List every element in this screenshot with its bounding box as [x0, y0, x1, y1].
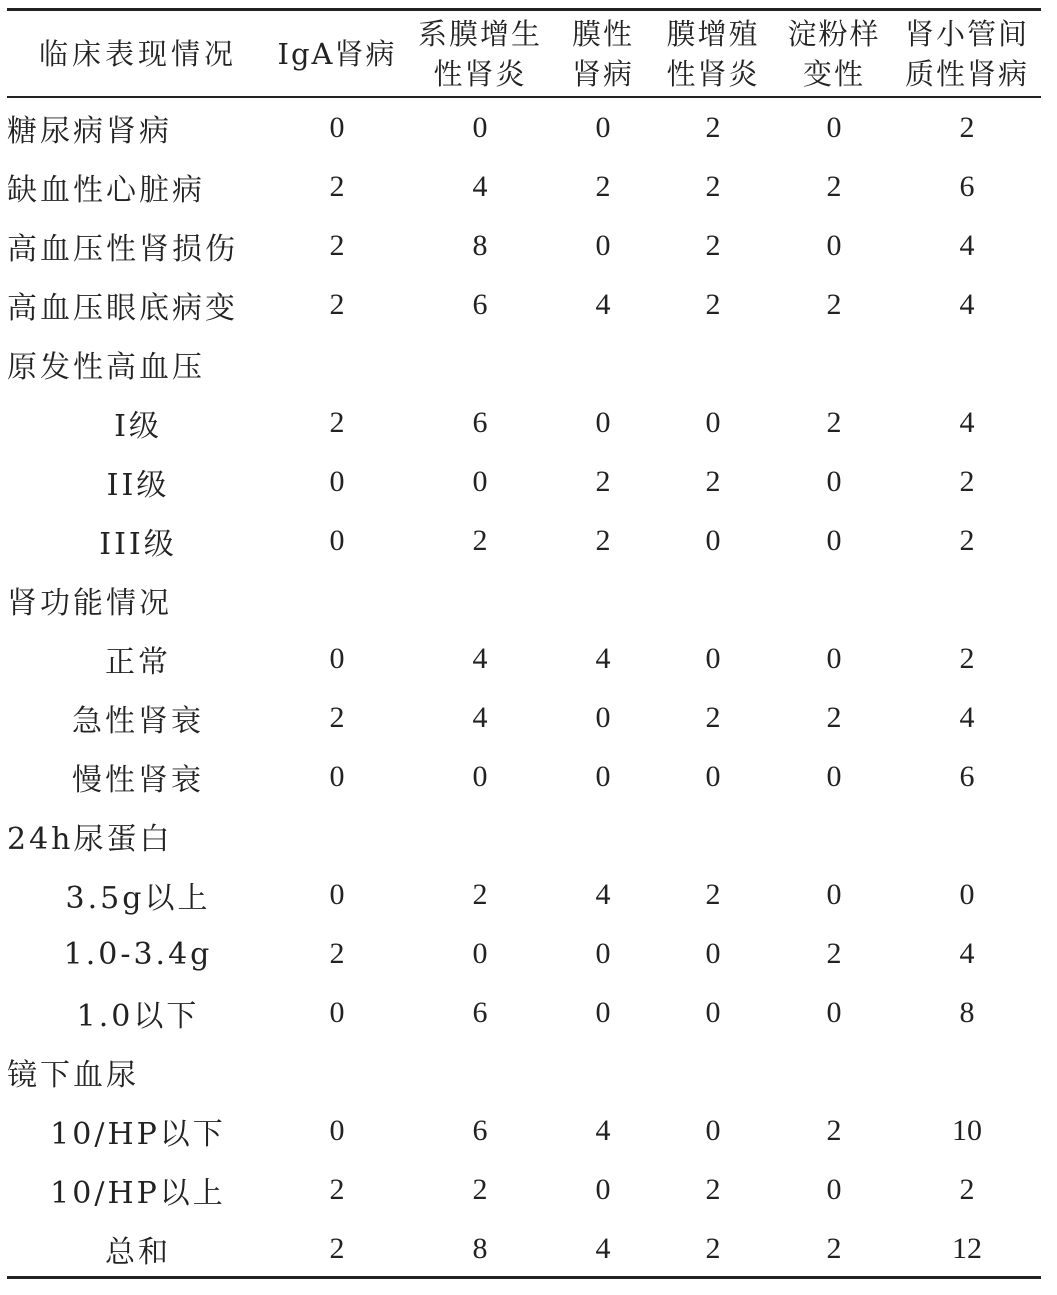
value-cell: 6 — [472, 996, 488, 1030]
value-cell: 0 — [472, 937, 488, 971]
value-cell: 0 — [705, 641, 721, 675]
row-label-text: 10/HP以上 — [50, 1176, 226, 1212]
value-cell — [269, 1043, 405, 1102]
value-cell — [269, 807, 405, 866]
value-cell: 0 — [595, 110, 611, 144]
value-cell: 0 — [826, 523, 842, 557]
value-cell — [651, 1043, 775, 1102]
value-cell — [651, 570, 775, 629]
value-cell: 4 — [595, 287, 611, 321]
table-row — [7, 393, 1041, 452]
row-label-text: 3.5g以上 — [65, 881, 211, 917]
row-label-text: 高血压性肾损伤 — [7, 231, 238, 267]
row-sublabel — [7, 1161, 269, 1220]
value-cell: 2 — [705, 464, 721, 498]
value-cell: 0 — [705, 760, 721, 794]
value-cell: 0 — [705, 1114, 721, 1148]
value-cell — [775, 334, 893, 393]
value-cell — [893, 570, 1041, 629]
table-row — [7, 1220, 1041, 1279]
row-label-text: II级 — [106, 467, 170, 503]
table-row — [7, 688, 1041, 747]
table-row — [7, 1161, 1041, 1220]
table-row — [7, 984, 1041, 1043]
value-cell: 6 — [472, 1114, 488, 1148]
value-cell: 0 — [329, 523, 345, 557]
value-cell: 2 — [329, 405, 345, 439]
row-sublabel — [7, 688, 269, 747]
table-row — [7, 629, 1041, 688]
value-cell — [651, 334, 775, 393]
value-cell: 2 — [329, 1232, 345, 1266]
value-cell: 2 — [959, 110, 975, 144]
table-header — [7, 11, 1041, 96]
value-cell: 2 — [472, 1173, 488, 1207]
value-cell: 2 — [705, 287, 721, 321]
table-row — [7, 511, 1041, 570]
value-cell: 2 — [705, 700, 721, 734]
value-cell: 2 — [472, 878, 488, 912]
value-cell: 8 — [959, 996, 975, 1030]
row-sublabel — [7, 984, 269, 1043]
table-body — [7, 98, 1041, 1279]
row-label-text: 10/HP以下 — [50, 1117, 226, 1153]
table-row — [7, 748, 1041, 807]
value-cell: 2 — [705, 169, 721, 203]
value-cell: 4 — [472, 641, 488, 675]
row-sublabel — [7, 452, 269, 511]
value-cell: 0 — [705, 405, 721, 439]
row-label-text: 正常 — [105, 644, 171, 680]
value-cell: 2 — [959, 641, 975, 675]
value-cell — [555, 807, 651, 866]
row-label-text: 总和 — [105, 1235, 171, 1271]
value-cell: 4 — [959, 228, 975, 262]
table-row — [7, 216, 1041, 275]
header-clinical-manifestation: 临床表现情况 — [38, 36, 237, 71]
value-cell: 0 — [959, 878, 975, 912]
value-cell — [893, 1043, 1041, 1102]
value-cell: 0 — [595, 405, 611, 439]
value-cell: 2 — [705, 1232, 721, 1266]
value-cell: 0 — [472, 110, 488, 144]
value-cell: 8 — [472, 1232, 488, 1266]
value-cell: 2 — [329, 169, 345, 203]
row-label-text: 1.0以下 — [76, 999, 200, 1035]
row-label — [7, 98, 269, 157]
value-cell: 2 — [826, 700, 842, 734]
row-label — [7, 807, 269, 866]
value-cell: 2 — [705, 228, 721, 262]
value-cell — [555, 334, 651, 393]
value-cell: 4 — [472, 169, 488, 203]
value-cell: 2 — [826, 405, 842, 439]
value-cell: 2 — [705, 1173, 721, 1207]
table-row — [7, 452, 1041, 511]
row-label — [7, 570, 269, 629]
row-label-text: III级 — [99, 526, 177, 562]
header-membranous: 膜性 肾病 — [571, 16, 634, 91]
row-label-text: 1.0-3.4g — [63, 936, 213, 972]
table-row — [7, 334, 1041, 393]
value-cell: 6 — [959, 760, 975, 794]
value-cell — [893, 807, 1041, 866]
value-cell: 8 — [472, 228, 488, 262]
value-cell: 4 — [472, 700, 488, 734]
value-cell: 2 — [826, 937, 842, 971]
table-row — [7, 866, 1041, 925]
value-cell: 0 — [329, 878, 345, 912]
value-cell: 2 — [959, 523, 975, 557]
value-cell: 0 — [826, 996, 842, 1030]
value-cell — [269, 570, 405, 629]
row-label-text: 高血压眼底病变 — [7, 290, 238, 326]
value-cell: 0 — [329, 1114, 345, 1148]
row-label-text: 急性肾衰 — [72, 703, 204, 739]
header-iga-nephropathy: IgA肾病 — [277, 36, 397, 71]
value-cell: 4 — [595, 878, 611, 912]
header-row — [7, 11, 1041, 96]
row-sublabel — [7, 511, 269, 570]
value-cell: 4 — [959, 287, 975, 321]
value-cell: 2 — [705, 110, 721, 144]
value-cell: 6 — [959, 169, 975, 203]
table-row — [7, 570, 1041, 629]
row-sublabel — [7, 1102, 269, 1161]
value-cell: 4 — [595, 641, 611, 675]
row-sublabel — [7, 748, 269, 807]
value-cell — [405, 1043, 555, 1102]
value-cell: 0 — [826, 464, 842, 498]
value-cell — [893, 334, 1041, 393]
value-cell: 2 — [595, 169, 611, 203]
value-cell: 2 — [826, 1114, 842, 1148]
row-label-text: 慢性肾衰 — [72, 763, 204, 799]
value-cell: 4 — [959, 405, 975, 439]
table-row — [7, 275, 1041, 334]
value-cell: 2 — [329, 1173, 345, 1207]
value-cell: 0 — [472, 760, 488, 794]
value-cell: 2 — [705, 878, 721, 912]
value-cell: 2 — [959, 1173, 975, 1207]
value-cell: 12 — [952, 1232, 982, 1266]
value-cell — [269, 334, 405, 393]
table-row — [7, 1043, 1041, 1102]
header-tubulointerstitial: 肾小管间 质性肾病 — [904, 16, 1029, 91]
row-label — [7, 157, 269, 216]
table-row — [7, 1102, 1041, 1161]
value-cell: 0 — [826, 228, 842, 262]
value-cell: 0 — [595, 996, 611, 1030]
row-sublabel — [7, 629, 269, 688]
value-cell: 4 — [959, 937, 975, 971]
value-cell: 2 — [472, 523, 488, 557]
value-cell: 0 — [329, 760, 345, 794]
row-label — [7, 1043, 269, 1102]
header-mesangial-proliferative: 系膜增生 性肾炎 — [417, 16, 542, 91]
value-cell: 6 — [472, 287, 488, 321]
value-cell — [405, 570, 555, 629]
row-label-text: 原发性高血压 — [7, 349, 205, 385]
value-cell: 2 — [595, 523, 611, 557]
row-sublabel — [7, 393, 269, 452]
value-cell: 0 — [595, 228, 611, 262]
value-cell: 4 — [595, 1114, 611, 1148]
value-cell: 4 — [595, 1232, 611, 1266]
header-amyloidosis: 淀粉样 变性 — [787, 16, 881, 91]
value-cell: 0 — [826, 641, 842, 675]
value-cell: 2 — [826, 1232, 842, 1266]
row-label-text: 24h尿蛋白 — [7, 822, 173, 858]
value-cell: 0 — [595, 760, 611, 794]
value-cell: 0 — [595, 1173, 611, 1207]
value-cell: 0 — [705, 523, 721, 557]
row-label-text: 缺血性心脏病 — [7, 172, 205, 208]
value-cell: 0 — [705, 996, 721, 1030]
row-label-text: 肾功能情况 — [7, 585, 172, 621]
value-cell — [775, 807, 893, 866]
row-label-text: 糖尿病肾病 — [7, 113, 172, 149]
value-cell — [555, 570, 651, 629]
value-cell — [775, 1043, 893, 1102]
value-cell: 10 — [952, 1114, 982, 1148]
value-cell: 2 — [826, 287, 842, 321]
value-cell — [405, 334, 555, 393]
value-cell — [555, 1043, 651, 1102]
value-cell: 0 — [329, 110, 345, 144]
value-cell: 0 — [329, 641, 345, 675]
value-cell: 2 — [826, 169, 842, 203]
value-cell: 2 — [329, 700, 345, 734]
value-cell: 0 — [329, 464, 345, 498]
row-label — [7, 216, 269, 275]
row-sublabel — [7, 925, 269, 984]
value-cell: 2 — [329, 228, 345, 262]
value-cell — [651, 807, 775, 866]
value-cell: 0 — [826, 760, 842, 794]
header-membranoproliferative: 膜增殖 性肾炎 — [666, 16, 760, 91]
value-cell: 4 — [959, 700, 975, 734]
value-cell: 2 — [329, 287, 345, 321]
value-cell: 6 — [472, 405, 488, 439]
value-cell: 0 — [595, 937, 611, 971]
value-cell: 0 — [595, 700, 611, 734]
table-row — [7, 157, 1041, 216]
value-cell: 2 — [959, 464, 975, 498]
row-label — [7, 334, 269, 393]
row-sublabel — [7, 1220, 269, 1279]
row-label — [7, 275, 269, 334]
value-cell: 2 — [595, 464, 611, 498]
value-cell: 0 — [705, 937, 721, 971]
value-cell — [405, 807, 555, 866]
value-cell: 0 — [826, 878, 842, 912]
row-label-text: 镜下血尿 — [7, 1058, 139, 1094]
row-label-text: I级 — [114, 408, 162, 444]
value-cell: 0 — [472, 464, 488, 498]
value-cell: 2 — [329, 937, 345, 971]
value-cell: 0 — [826, 1173, 842, 1207]
table-row — [7, 925, 1041, 984]
value-cell — [775, 570, 893, 629]
row-sublabel — [7, 866, 269, 925]
bottom-rule — [7, 1276, 1041, 1279]
table-row — [7, 807, 1041, 866]
value-cell: 0 — [826, 110, 842, 144]
value-cell: 0 — [329, 996, 345, 1030]
table-row — [7, 98, 1041, 157]
